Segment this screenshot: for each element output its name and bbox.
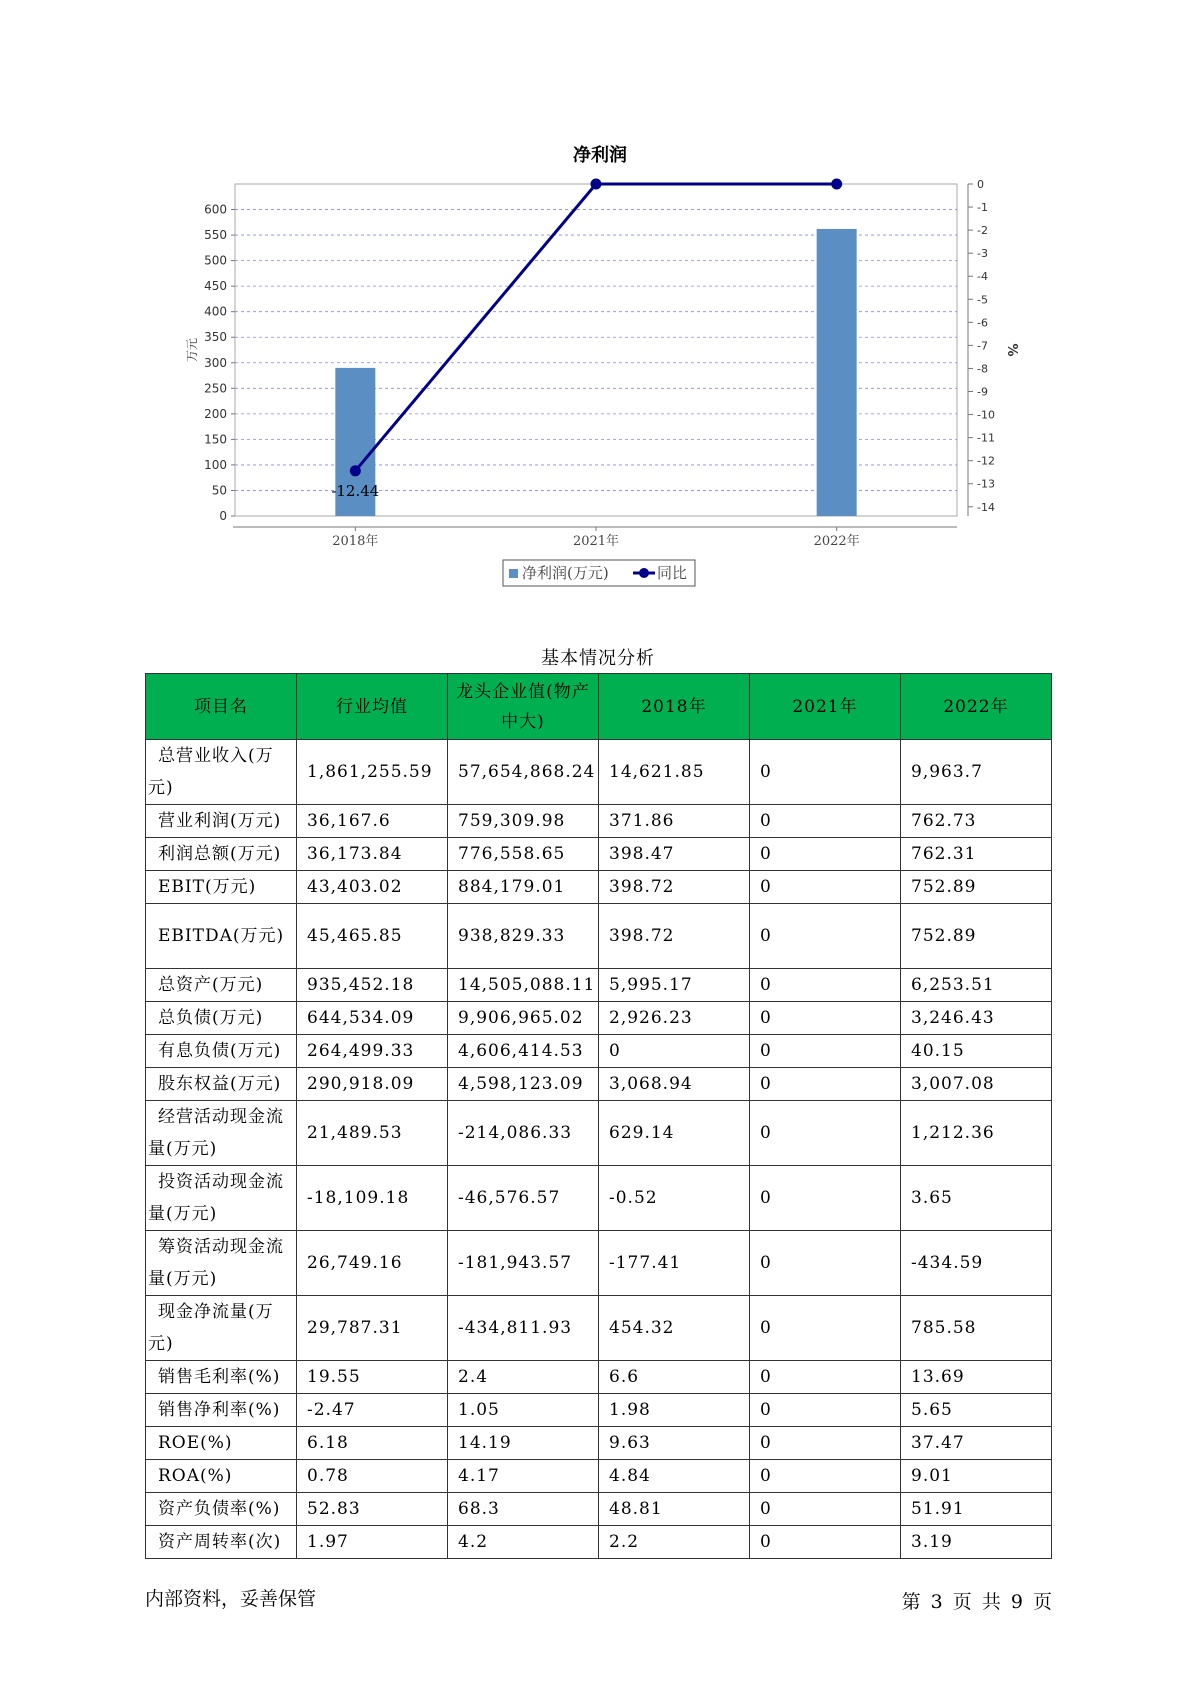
table-row <box>146 1035 1052 1068</box>
table-cell: 776,558.65 <box>448 838 599 871</box>
row-label-cell: 总营业收入(万元) <box>146 740 297 805</box>
table-cell: 4.17 <box>448 1460 599 1493</box>
table-header-cell: 龙头企业值(物产中大) <box>448 674 599 740</box>
table-cell: 37.47 <box>901 1427 1052 1460</box>
y2-tick-label: 0 <box>977 178 984 191</box>
table-row <box>146 1460 1052 1493</box>
table-cell: 3,246.43 <box>901 1002 1052 1035</box>
data-label: -12.44 <box>331 481 380 500</box>
table-cell: 0 <box>750 1002 901 1035</box>
table-cell: 29,787.31 <box>297 1296 448 1361</box>
table-cell: 629.14 <box>599 1101 750 1166</box>
table-header-cell: 2022年 <box>901 674 1052 740</box>
chart-title: 净利润 <box>573 145 627 166</box>
row-label-cell: 经营活动现金流量(万元) <box>146 1101 297 1166</box>
table-cell: 19.55 <box>297 1361 448 1394</box>
table-row <box>146 871 1052 904</box>
table-cell: 398.72 <box>599 871 750 904</box>
table-cell: 0 <box>750 838 901 871</box>
table-cell: 5,995.17 <box>599 969 750 1002</box>
table-row <box>146 1427 1052 1460</box>
legend-swatch-point <box>639 568 649 578</box>
table-cell: -46,576.57 <box>448 1166 599 1231</box>
row-label-cell: 资产周转率(次) <box>146 1526 297 1559</box>
table-cell: 290,918.09 <box>297 1068 448 1101</box>
y2-tick-label: -13 <box>977 477 995 491</box>
table-cell: 43,403.02 <box>297 871 448 904</box>
table-cell: 3.65 <box>901 1166 1052 1231</box>
row-label-cell: 筹资活动现金流量(万元) <box>146 1231 297 1296</box>
x-tick-label: 2018年 <box>332 534 379 549</box>
table-cell: 0 <box>750 1166 901 1231</box>
table-cell: 1,861,255.59 <box>297 740 448 805</box>
table-cell: 3,068.94 <box>599 1068 750 1101</box>
table-header-cell: 2018年 <box>599 674 750 740</box>
table-cell: -177.41 <box>599 1231 750 1296</box>
table-cell: 0 <box>750 1231 901 1296</box>
row-label-cell: ROE(%) <box>146 1427 297 1460</box>
table-cell: 371.86 <box>599 805 750 838</box>
y2-tick-label: -9 <box>977 385 988 399</box>
row-label-cell: EBIT(万元) <box>146 871 297 904</box>
table-row <box>146 1394 1052 1427</box>
table-cell: 9,963.7 <box>901 740 1052 805</box>
y2-tick-label: -5 <box>977 293 988 307</box>
y-tick-label: 50 <box>211 483 227 498</box>
table-cell: 0 <box>599 1035 750 1068</box>
table-cell: 0 <box>750 1101 901 1166</box>
table-cell: 57,654,868.24 <box>448 740 599 805</box>
table-cell: 454.32 <box>599 1296 750 1361</box>
table-row <box>146 838 1052 871</box>
table-cell: 762.73 <box>901 805 1052 838</box>
table-cell: 0.78 <box>297 1460 448 1493</box>
y2-tick-label: -7 <box>977 339 988 353</box>
table-cell: 0 <box>750 1361 901 1394</box>
row-label-cell: 销售毛利率(%) <box>146 1361 297 1394</box>
y2-tick-label: -3 <box>977 247 988 261</box>
row-label-cell: EBITDA(万元) <box>146 904 297 969</box>
table-cell: 13.69 <box>901 1361 1052 1394</box>
row-label-cell: 资产负债率(%) <box>146 1493 297 1526</box>
analysis-table <box>145 673 1052 1559</box>
y-tick-label: 200 <box>204 406 227 421</box>
table-cell: 48.81 <box>599 1493 750 1526</box>
row-label-cell: 营业利润(万元) <box>146 805 297 838</box>
table-cell: -181,943.57 <box>448 1231 599 1296</box>
table-cell: 785.58 <box>901 1296 1052 1361</box>
legend-label: 净利润(万元) <box>522 564 609 582</box>
table-cell: 45,465.85 <box>297 904 448 969</box>
row-label-cell: 投资活动现金流量(万元) <box>146 1166 297 1231</box>
bar <box>817 229 857 516</box>
table-cell: 68.3 <box>448 1493 599 1526</box>
row-label-cell: 总负债(万元) <box>146 1002 297 1035</box>
table-cell: 0 <box>750 904 901 969</box>
table-cell: -214,086.33 <box>448 1101 599 1166</box>
table-cell: 0 <box>750 1296 901 1361</box>
table-row <box>146 740 1052 805</box>
table-cell: 884,179.01 <box>448 871 599 904</box>
table-caption: 基本情况分析 <box>541 648 655 669</box>
table-cell: 6,253.51 <box>901 969 1052 1002</box>
table-header-row <box>146 674 1052 740</box>
row-label-cell: ROA(%) <box>146 1460 297 1493</box>
table-cell: 14,621.85 <box>599 740 750 805</box>
table-row <box>146 1002 1052 1035</box>
table-cell: 264,499.33 <box>297 1035 448 1068</box>
table-cell: 2,926.23 <box>599 1002 750 1035</box>
table-cell: 0 <box>750 969 901 1002</box>
y2-axis-title: % <box>1004 343 1019 357</box>
table-cell: 762.31 <box>901 838 1052 871</box>
table-cell: -2.47 <box>297 1394 448 1427</box>
table-cell: 1.98 <box>599 1394 750 1427</box>
table-cell: 52.83 <box>297 1493 448 1526</box>
table-cell: 14,505,088.11 <box>448 969 599 1002</box>
table-cell: 36,167.6 <box>297 805 448 838</box>
x-tick-label: 2021年 <box>572 534 620 549</box>
table-cell: 0 <box>750 1427 901 1460</box>
table-row <box>146 1296 1052 1361</box>
table-cell: 398.72 <box>599 904 750 969</box>
y2-tick-label: -12 <box>977 454 995 468</box>
table-cell: -434.59 <box>901 1231 1052 1296</box>
table-cell: 3.19 <box>901 1526 1052 1559</box>
y-tick-label: 600 <box>204 202 227 217</box>
y2-tick-label: -6 <box>977 316 988 330</box>
table-cell: 2.4 <box>448 1361 599 1394</box>
table-cell: 21,489.53 <box>297 1101 448 1166</box>
y2-tick-label: -10 <box>977 408 995 422</box>
table-cell: 0 <box>750 1460 901 1493</box>
table-cell: 36,173.84 <box>297 838 448 871</box>
y-tick-label: 100 <box>204 457 227 472</box>
table-cell: 9.01 <box>901 1460 1052 1493</box>
y2-tick-label: -11 <box>977 431 995 445</box>
table-row <box>146 1526 1052 1559</box>
row-label-cell: 销售净利率(%) <box>146 1394 297 1427</box>
y2-tick-label: -1 <box>977 201 988 215</box>
table-cell: 6.18 <box>297 1427 448 1460</box>
table-row <box>146 969 1052 1002</box>
table-cell: 1,212.36 <box>901 1101 1052 1166</box>
row-label-cell: 股东权益(万元) <box>146 1068 297 1101</box>
table-cell: 0 <box>750 1035 901 1068</box>
line-point <box>350 465 361 476</box>
legend-swatch-bar <box>509 569 518 578</box>
table-row <box>146 1361 1052 1394</box>
table-cell: 2.2 <box>599 1526 750 1559</box>
table-cell: 40.15 <box>901 1035 1052 1068</box>
table-cell: 6.6 <box>599 1361 750 1394</box>
net-profit-chart <box>0 0 1191 600</box>
table-cell: 398.47 <box>599 838 750 871</box>
footer-page-number: 第 3 页 共 9 页 <box>901 1591 1052 1613</box>
y2-tick-label: -4 <box>977 270 988 284</box>
chart-canvas <box>0 0 1191 600</box>
line-point <box>591 179 602 190</box>
table-cell: 51.91 <box>901 1493 1052 1526</box>
y-tick-label: 350 <box>204 330 227 345</box>
footer-confidential-note: 内部资料，妥善保管 <box>145 1588 317 1610</box>
table-row <box>146 1231 1052 1296</box>
x-tick-label: 2022年 <box>813 534 860 549</box>
y-tick-label: 150 <box>204 432 227 447</box>
table-cell: 1.05 <box>448 1394 599 1427</box>
legend-label: 同比 <box>657 564 688 582</box>
table-row <box>146 1166 1052 1231</box>
table-cell: 26,749.16 <box>297 1231 448 1296</box>
table-row <box>146 904 1052 969</box>
line-point <box>831 179 842 190</box>
table-cell: 0 <box>750 1068 901 1101</box>
y2-tick-label: -8 <box>977 362 988 376</box>
y2-tick-label: -14 <box>977 500 995 514</box>
table-cell: 1.97 <box>297 1526 448 1559</box>
table-header-cell: 行业均值 <box>297 674 448 740</box>
table-cell: 759,309.98 <box>448 805 599 838</box>
table-cell: 9,906,965.02 <box>448 1002 599 1035</box>
row-label-cell: 总资产(万元) <box>146 969 297 1002</box>
table-cell: 4,598,123.09 <box>448 1068 599 1101</box>
y-tick-label: 500 <box>204 253 227 268</box>
y-tick-label: 250 <box>204 381 227 396</box>
table-header-cell: 项目名 <box>146 674 297 740</box>
table-cell: 4.2 <box>448 1526 599 1559</box>
row-label-cell: 利润总额(万元) <box>146 838 297 871</box>
table-cell: 3,007.08 <box>901 1068 1052 1101</box>
table-body <box>146 740 1052 1559</box>
table-cell: 752.89 <box>901 904 1052 969</box>
table-row <box>146 805 1052 838</box>
table-cell: 9.63 <box>599 1427 750 1460</box>
table-cell: 4.84 <box>599 1460 750 1493</box>
table-header-cell: 2021年 <box>750 674 901 740</box>
table-cell: 938,829.33 <box>448 904 599 969</box>
table-cell: 0 <box>750 740 901 805</box>
table-row <box>146 1068 1052 1101</box>
table-cell: -18,109.18 <box>297 1166 448 1231</box>
y2-tick-label: -2 <box>977 224 988 238</box>
y-tick-label: 550 <box>204 228 227 243</box>
table-cell: -434,811.93 <box>448 1296 599 1361</box>
y-tick-label: 300 <box>204 355 227 370</box>
row-label-cell: 现金净流量(万元) <box>146 1296 297 1361</box>
table-cell: 14.19 <box>448 1427 599 1460</box>
row-label-cell: 有息负债(万元) <box>146 1035 297 1068</box>
y-tick-label: 400 <box>204 304 227 319</box>
y-axis-title: 万元 <box>185 337 199 363</box>
table-row <box>146 1101 1052 1166</box>
table-cell: 644,534.09 <box>297 1002 448 1035</box>
table-cell: 0 <box>750 1493 901 1526</box>
table-row <box>146 1493 1052 1526</box>
table-cell: 935,452.18 <box>297 969 448 1002</box>
table-cell: 752.89 <box>901 871 1052 904</box>
y-tick-label: 450 <box>204 279 227 294</box>
table-cell: 0 <box>750 805 901 838</box>
table-cell: 0 <box>750 871 901 904</box>
table-cell: 4,606,414.53 <box>448 1035 599 1068</box>
y-tick-label: 0 <box>219 509 227 523</box>
table-cell: -0.52 <box>599 1166 750 1231</box>
table-cell: 0 <box>750 1526 901 1559</box>
table-cell: 5.65 <box>901 1394 1052 1427</box>
table-cell: 0 <box>750 1394 901 1427</box>
